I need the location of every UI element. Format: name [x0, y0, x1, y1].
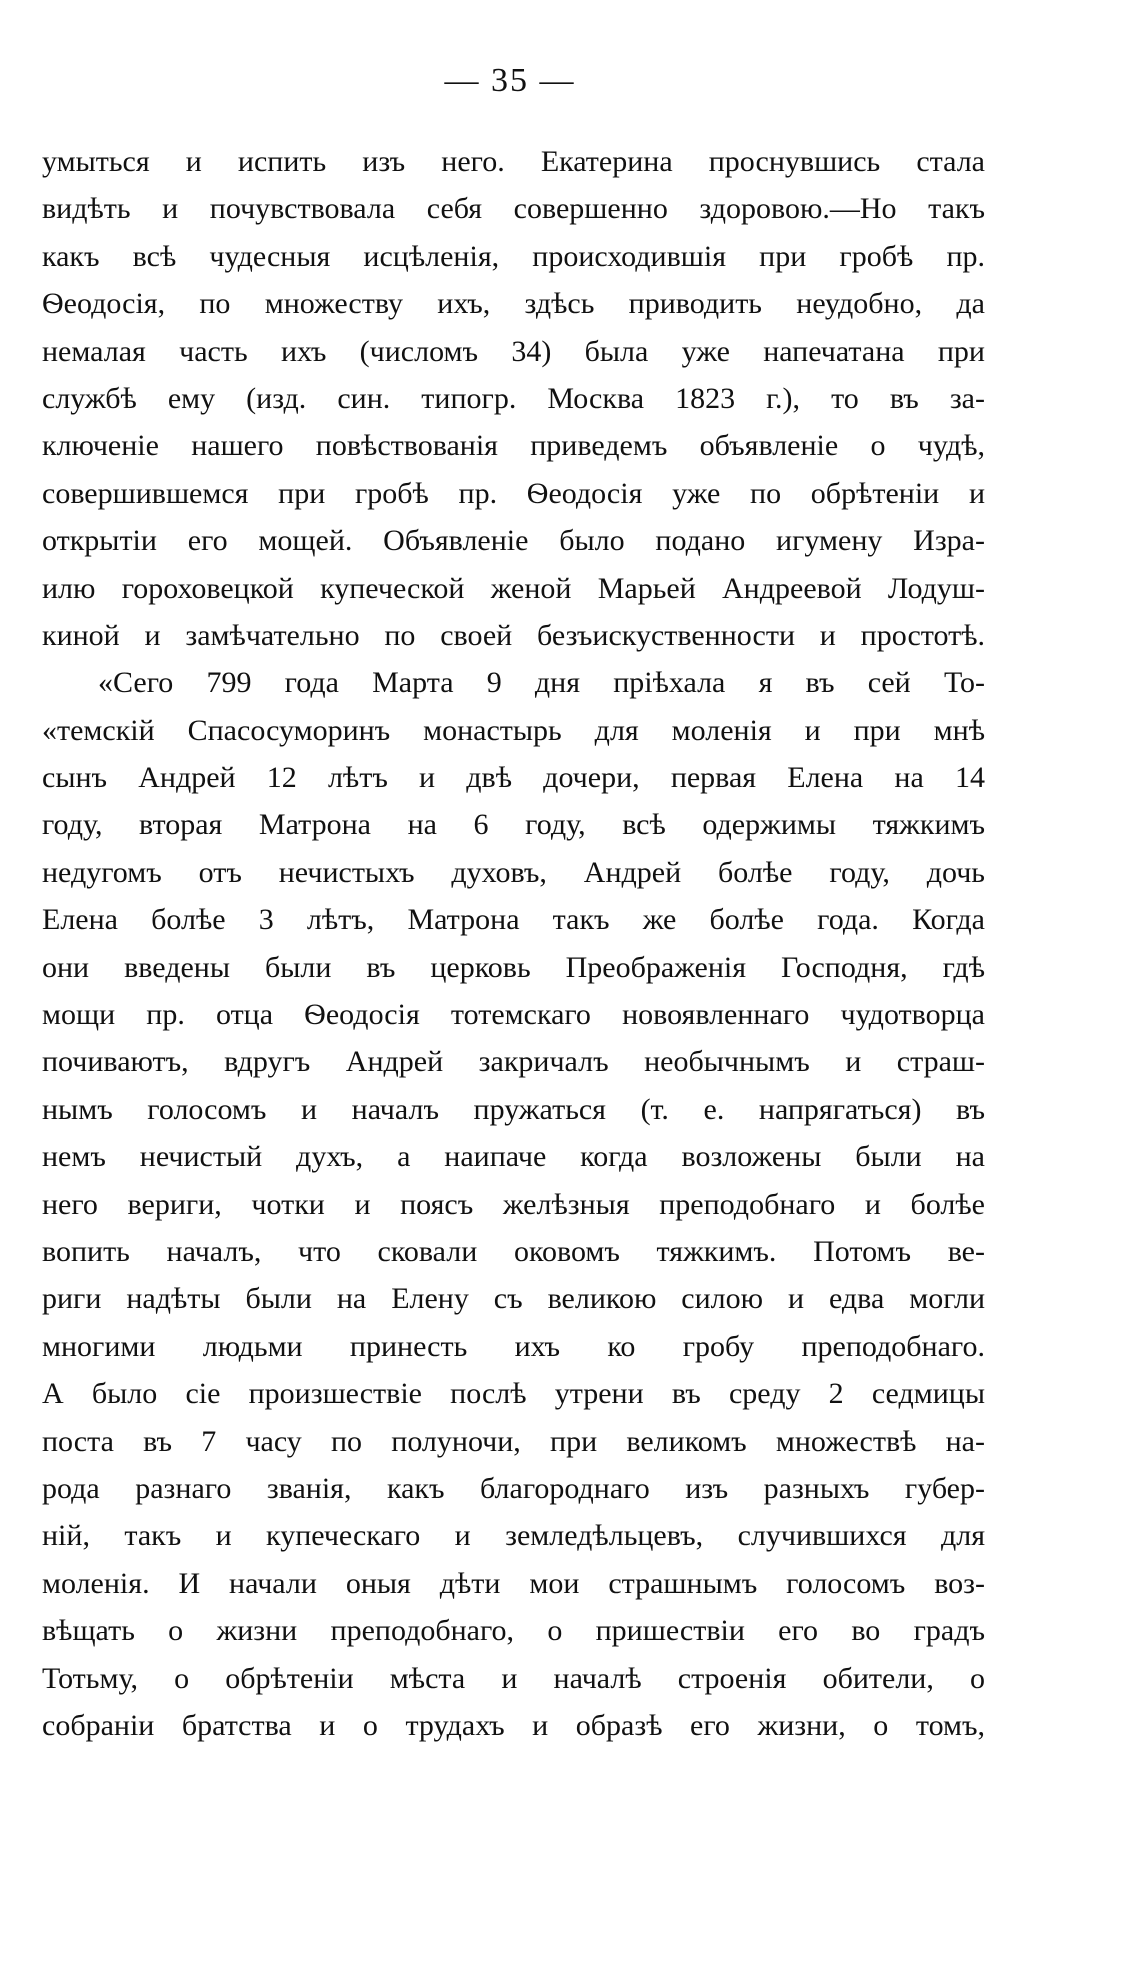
- text-line: какъ всѣ чудесныя исцѣленія, происходившія при гробѣ пр.: [42, 239, 985, 273]
- text-line: моленія. И начали оныя дѣти мои страшнымъ голосомъ воз-: [42, 1566, 985, 1600]
- text-line: нымъ голосомъ и началъ пружаться (т. е. напрягаться) въ: [42, 1092, 985, 1126]
- text-line: илю гороховецкой купеческой женой Марьей Андреевой Лодуш-: [42, 571, 985, 605]
- text-line: ній, такъ и купеческаго и земледѣльцевъ, случившихся для: [42, 1519, 985, 1553]
- text-line: видѣть и почувствовала себя совершенно здоровою.—Но такъ: [42, 192, 985, 226]
- text-line: Елена болѣе 3 лѣтъ, Матрона такъ же болѣе года. Когда: [42, 903, 985, 937]
- text-line: сынъ Андрей 12 лѣтъ и двѣ дочери, первая Елена на 14: [42, 761, 985, 795]
- text-line: они введены были въ церковь Преображенія Господня, гдѣ: [42, 950, 985, 984]
- text-line: немалая часть ихъ (числомъ 34) была уже напечатана при: [42, 334, 985, 368]
- text-line: вѣщать о жизни преподобнаго, о пришествіи его во градъ: [42, 1614, 985, 1648]
- text-line: многими людьми принесть ихъ ко гробу преподобнаго.: [42, 1329, 985, 1363]
- text-line: «Сего 799 года Марта 9 дня пріѣхала я въ сей То-: [98, 666, 985, 700]
- text-line: вопить началъ, что сковали оковомъ тяжкимъ. Потомъ ве-: [42, 1234, 985, 1268]
- text-line: «темскій Спасосуморинъ монастырь для моленія и при мнѣ: [42, 713, 985, 747]
- text-line: риги надѣты были на Елену съ великою силою и едва могли: [42, 1282, 985, 1316]
- text-line: службѣ ему (изд. син. типогр. Москва 1823 г.), то въ за-: [42, 381, 985, 415]
- text-line: мощи пр. отца Ѳеодосія тотемскаго новоявленнаго чудотворца: [42, 998, 985, 1032]
- text-line: А было сіе произшествіе послѣ утрени въ среду 2 седмицы: [42, 1377, 985, 1411]
- text-line: поста въ 7 часу по полуночи, при великомъ множествѣ на-: [42, 1424, 985, 1458]
- text-line: году, вторая Матрона на 6 году, всѣ одержимы тяжкимъ: [42, 808, 985, 842]
- text-line: немъ нечистый духъ, а наипаче когда возложены были на: [42, 1140, 985, 1174]
- text-line: умыться и испить изъ него. Екатерина проснувшись стала: [42, 145, 985, 178]
- text-line: рода разнаго званія, какъ благороднаго изъ разныхъ губер-: [42, 1471, 985, 1505]
- text-line: Тотьму, о обрѣтеніи мѣста и началѣ строенія обители, о: [42, 1661, 985, 1695]
- text-line: недугомъ отъ нечистыхъ духовъ, Андрей болѣе году, дочь: [42, 855, 985, 889]
- text-line: собраніи братства и о трудахъ и образѣ его жизни, о томъ,: [42, 1708, 985, 1742]
- text-line: почиваютъ, вдругъ Андрей закричалъ необычнымъ и страш-: [42, 1045, 985, 1079]
- text-line: совершившемся при гробѣ пр. Ѳеодосія уже по обрѣтеніи и: [42, 476, 985, 510]
- text-line: ключеніе нашего повѣствованія приведемъ объявленіе о чудѣ,: [42, 429, 985, 463]
- page-number: — 35 —: [444, 62, 576, 99]
- text-line: открытіи его мощей. Объявленіе было подано игумену Изра-: [42, 524, 985, 558]
- text-line: него вериги, чотки и поясъ желѣзныя преподобнаго и болѣе: [42, 1187, 985, 1221]
- text-line: киной и замѣчательно по своей безъискуственности и простотѣ.: [42, 618, 985, 652]
- text-line: Ѳеодосія, по множеству ихъ, здѣсь приводить неудобно, да: [42, 287, 985, 321]
- body-text: [42, 138, 985, 1749]
